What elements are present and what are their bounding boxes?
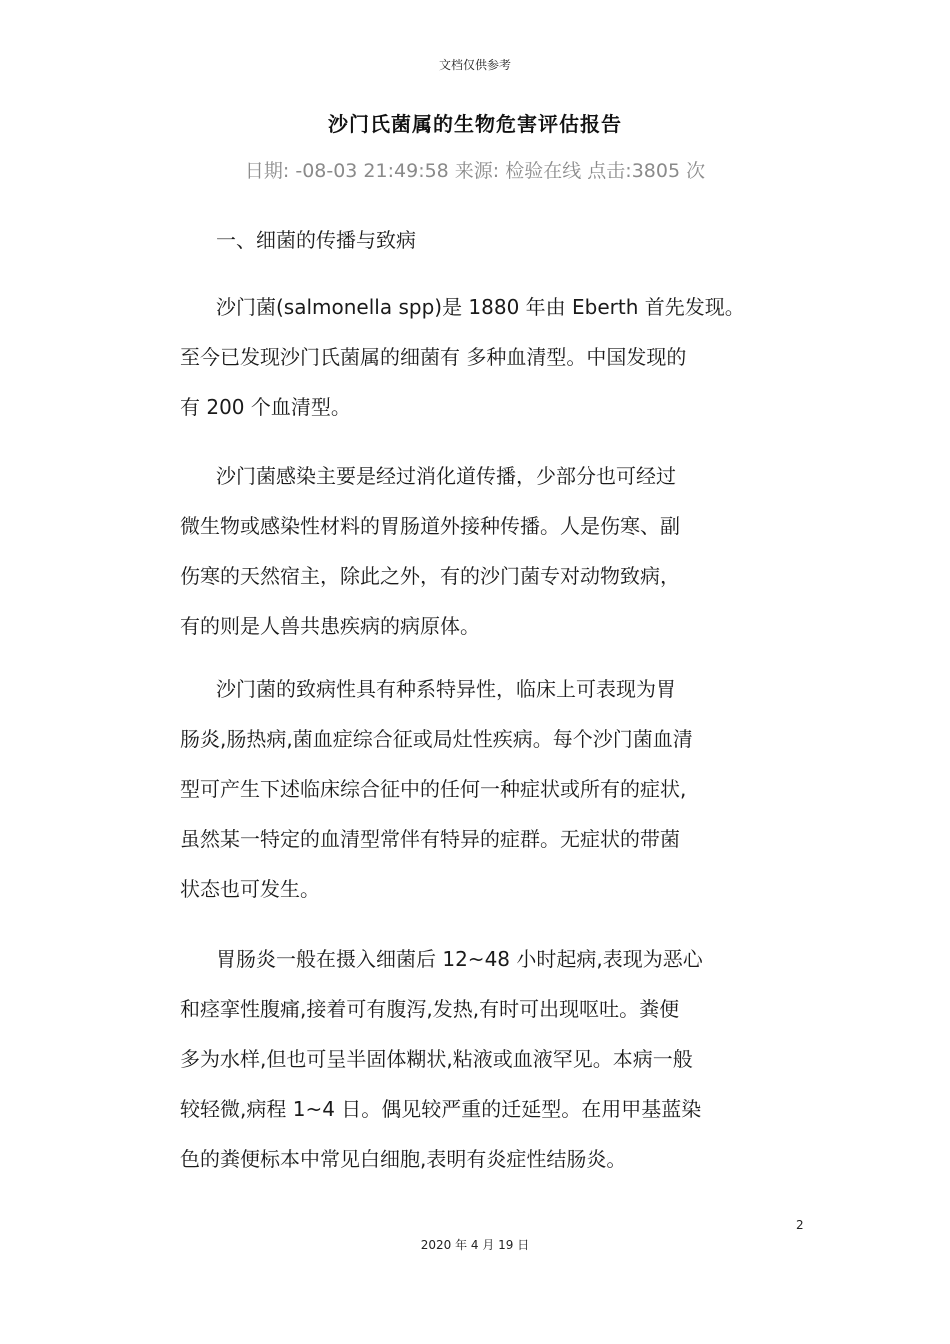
paragraph-line: 状态也可发生。 <box>180 877 320 901</box>
section-heading: 一、细菌的传播与致病 <box>216 228 416 252</box>
paragraph-line: 胃肠炎一般在摄入细菌后 12~48 小时起病,表现为恶心 <box>216 947 703 971</box>
paragraph-pathogenicity <box>180 664 780 914</box>
footer-date: 2020 年 4 月 19 日 <box>420 1238 530 1252</box>
paragraph-line: 至今已发现沙门氏菌属的细菌有 多种血清型。中国发现的 <box>180 345 687 369</box>
paragraph-line: 和痉挛性腹痛,接着可有腹泻,发热,有时可出现呕吐。粪便 <box>180 997 680 1021</box>
paragraph-line: 有 200 个血清型。 <box>180 395 351 419</box>
paragraph-line: 肠炎,肠热病,菌血症综合征或局灶性疾病。每个沙门菌血清 <box>180 727 693 751</box>
paragraph-transmission <box>180 451 780 651</box>
paragraph-line: 色的粪便标本中常见白细胞,表明有炎症性结肠炎。 <box>180 1147 627 1171</box>
paragraph-line: 虽然某一特定的血清型常伴有特异的症群。无症状的带菌 <box>180 827 680 851</box>
paragraph-discovery <box>180 282 780 432</box>
paragraph-line: 型可产生下述临床综合征中的任何一种症状或所有的症状, <box>180 777 687 801</box>
paragraph-gastroenteritis <box>180 934 780 1184</box>
paragraph-line: 伤寒的天然宿主，除此之外，有的沙门菌专对动物致病， <box>180 564 680 588</box>
paragraph-line: 较轻微,病程 1~4 日。偶见较严重的迁延型。在用甲基蓝染 <box>180 1097 702 1121</box>
paragraph-line: 微生物或感染性材料的胃肠道外接种传播。人是伤寒、副 <box>180 514 680 538</box>
page-number: 2 <box>796 1218 804 1232</box>
paragraph-line: 多为水样,但也可呈半固体糊状,粘液或血液罕见。本病一般 <box>180 1047 693 1071</box>
document-title: 沙门氏菌属的生物危害评估报告 <box>328 112 622 136</box>
paragraph-line: 有的则是人兽共患疾病的病原体。 <box>180 614 480 638</box>
header-note: 文档仅供参考 <box>438 58 511 72</box>
paragraph-line: 沙门菌的致病性具有种系特异性，临床上可表现为胃 <box>216 677 676 701</box>
document-meta: 日期: -08-03 21:49:58 来源: 检验在线 点击:3805 次 <box>244 160 706 182</box>
paragraph-line: 沙门菌(salmonella spp)是 1880 年由 Eberth 首先发现。 <box>216 295 745 319</box>
paragraph-line: 沙门菌感染主要是经过消化道传播，少部分也可经过 <box>216 464 676 488</box>
